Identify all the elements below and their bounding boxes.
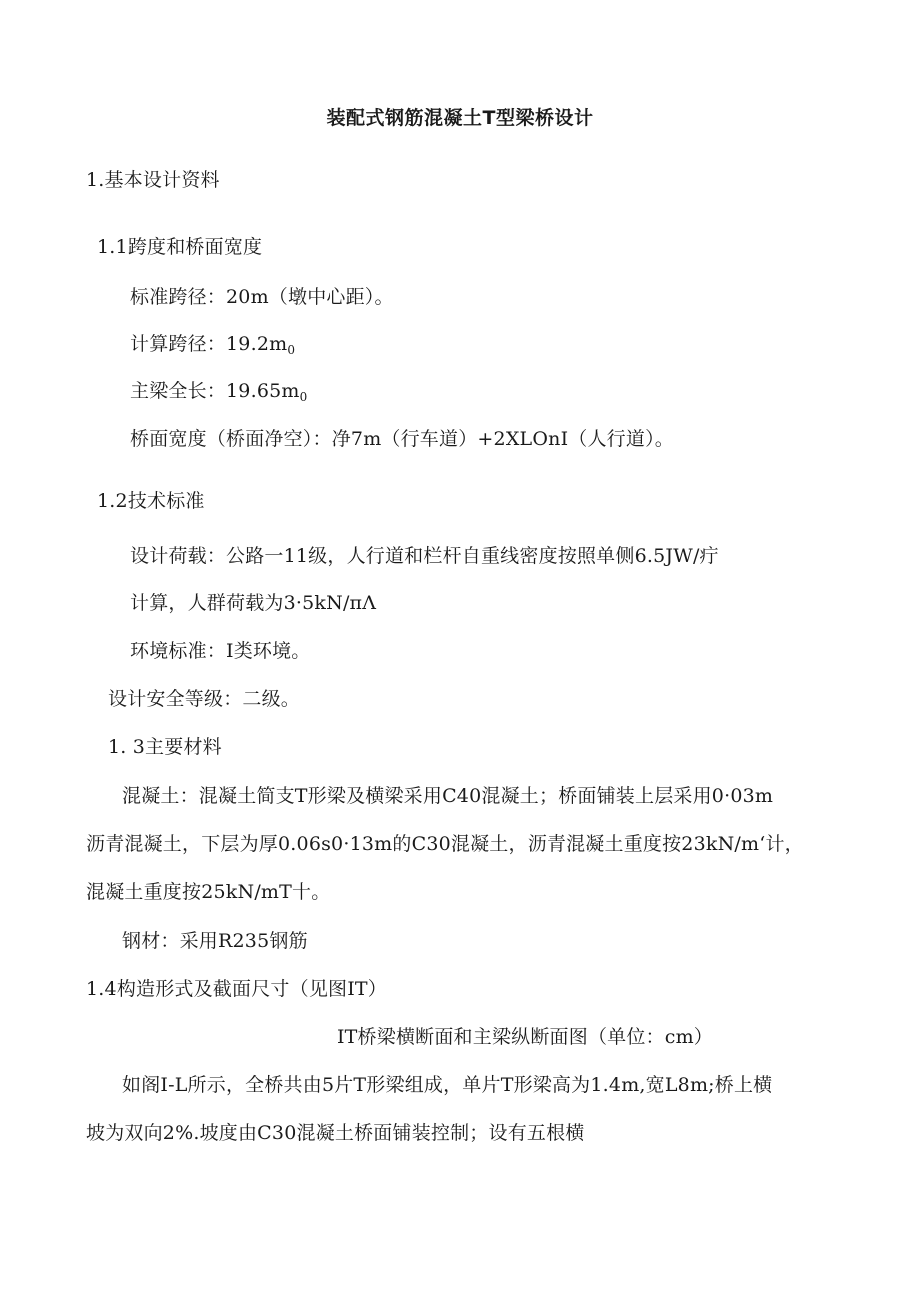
concrete-line-1: 混凝土：混凝土简支T形梁及横梁采用C40混凝土；桥面铺装上层采用0·03m [122,785,774,807]
girder-length [130,378,307,404]
safety-grade: 设计安全等级：二级。 [108,688,301,710]
section-1-heading: 1.基本设计资料 [86,169,220,191]
section-1-3-heading: 1. 3主要材料 [108,736,222,758]
section-1-1-heading: 1.1跨度和桥面宽度 [97,236,263,258]
environment-standard: 环境标准：I类环境。 [130,640,311,662]
paragraph-line-2: 坡为双向2%.坡度由C30混凝土桥面铺装控制；设有五根横 [86,1122,585,1144]
calculated-span-text: 计算跨径：19.2m [130,333,288,355]
girder-length-text: 主梁全长：19.65m [130,380,300,402]
steel-material: 钢材：采用R235钢筋 [122,930,308,952]
design-load-line-2: 计算，人群荷载为3·5kN/πΛ [130,592,377,614]
calculated-span [130,331,295,357]
deck-width: 桥面宽度（桥面净空）：净7m（行车道）+2XLOnI（人行道）。 [130,428,674,450]
document-title: 装配式钢筋混凝土T型梁桥设计 [326,107,594,129]
girder-length-subscript: 0 [299,390,308,404]
standard-span: 标准跨径：20m（墩中心距）。 [130,286,394,308]
paragraph-line-1: 如阁I-L所示，全桥共由5片T形梁组成，单片T形梁高为1.4m,宽L8m;桥上横 [122,1074,773,1096]
figure-caption: IT桥梁横断面和主梁纵断面图（单位：cm） [336,1026,714,1048]
calculated-span-subscript: 0 [287,343,296,357]
section-1-4-heading: 1.4构造形式及截面尺寸（见图IT） [86,978,387,1000]
concrete-line-2: 沥青混凝土，下层为厚0.06s0·13m的C30混凝土，沥青混凝土重度按23kN/m‘计， [86,833,804,855]
design-load-line-1: 设计荷载：公路一11级，人行道和栏杆自重线密度按照单侧6.5JW/疔 [130,545,719,567]
concrete-line-3: 混凝土重度按25kN/mT十。 [86,881,331,903]
section-1-2-heading: 1.2技术标准 [97,490,205,512]
